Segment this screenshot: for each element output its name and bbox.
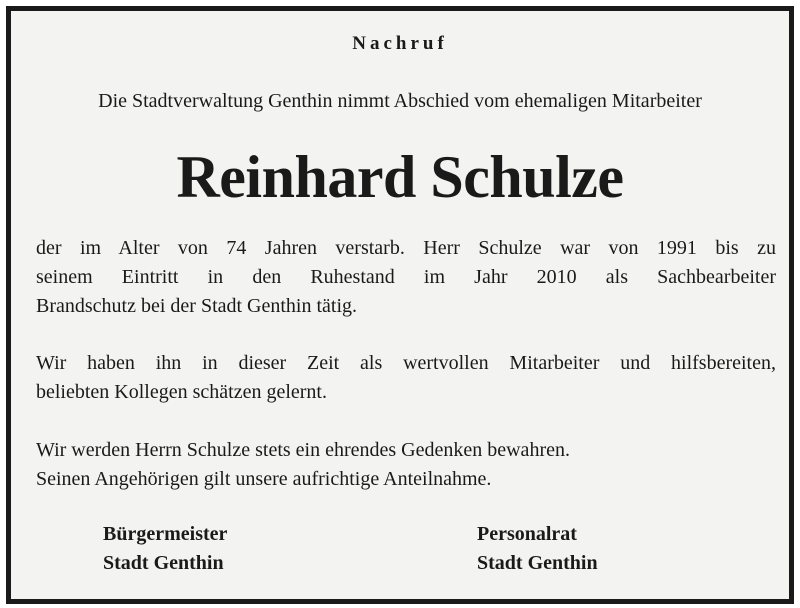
text-line: der im Alter von 74 Jahren verstarb. Herr Schulze war von 1991 bis zu bbox=[36, 237, 776, 259]
text-line: beliebten Kollegen schätzen gelernt. bbox=[36, 381, 327, 403]
deceased-name: Reinhard Schulze bbox=[176, 144, 624, 210]
paragraph-condolence bbox=[36, 436, 776, 494]
signature-title: Personalrat bbox=[477, 523, 577, 545]
text-line: Brandschutz bei der Stadt Genthin tätig. bbox=[36, 295, 358, 317]
text-line: Wir werden Herrn Schulze stets ein ehrendes Gedenken bewahren. bbox=[36, 439, 570, 461]
signature-mayor bbox=[103, 520, 227, 578]
text-line: Seinen Angehörigen gilt unsere aufrichtige Anteilnahme. bbox=[36, 468, 492, 490]
obituary-notice bbox=[6, 6, 794, 604]
text-line: Wir haben ihn in dieser Zeit als wertvollen Mitarbeiter und hilfsbereiten, bbox=[36, 352, 776, 374]
signature-org: Stadt Genthin bbox=[477, 552, 598, 574]
paragraph-biography bbox=[36, 234, 776, 321]
signature-staff-council bbox=[477, 520, 598, 578]
text-line: seinem Eintritt in den Ruhestand im Jahr 2010 als Sachbearbeiter bbox=[36, 266, 776, 288]
notice-intro: Die Stadtverwaltung Genthin nimmt Abschied vom ehemaligen Mitarbeiter bbox=[98, 90, 702, 112]
notice-heading: Nachruf bbox=[352, 33, 448, 54]
paragraph-appreciation bbox=[36, 349, 776, 407]
signature-title: Bürgermeister bbox=[103, 523, 228, 545]
signature-org: Stadt Genthin bbox=[103, 552, 224, 574]
